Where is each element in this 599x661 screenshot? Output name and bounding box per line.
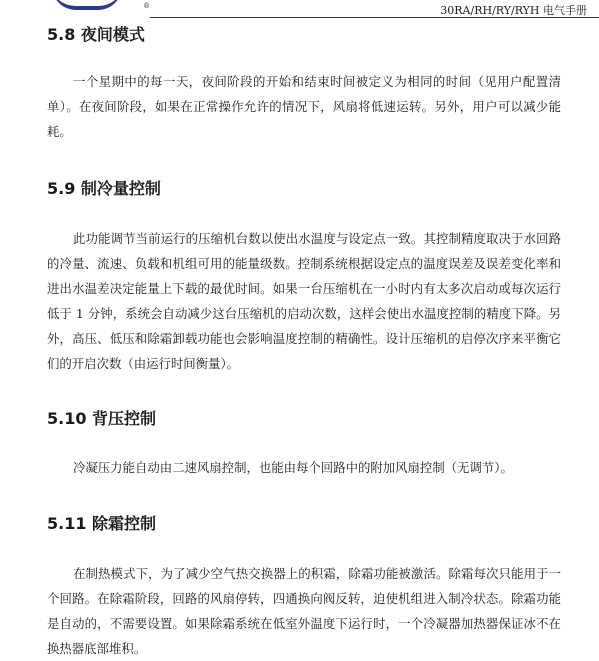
section-body-capacity-control: 此功能调节当前运行的压缩机台数以使出水温度与设定点一致。其控制精度取决于水回路的冷量、流速、负载和机组可用的能量级数。控制系统根据设定点的温度误差及误差变化率和进出水温差决定能量上下载的最优时间。如果一台压缩机在一小时内有太多次启动或每次运行低于 1 分钟，系统会自动减少这台压缩机的启动次数，这样会使出水温度控制的精度下降。另外，高压、低压和除霜卸载功能也会影响温度控制的精确性。设计压缩机的启停次序来平衡它们的开启次数（由运行时间衡量）。 bbox=[47, 231, 561, 371]
section-title-head-pressure-control: 5.10 背压控制 bbox=[47, 409, 157, 428]
page-header bbox=[0, 0, 599, 22]
brand-logo-fragment bbox=[52, 0, 122, 10]
section-title-capacity-control: 5.9 制冷量控制 bbox=[47, 179, 161, 198]
section-body-night-mode: 一个星期中的每一天，夜间阶段的开始和结束时间被定义为相同的时间（见用户配置清单）。在夜间阶段，如果在正常操作允许的情况下，风扇将低速运转。另外，用户可以减少能耗。 bbox=[47, 74, 561, 139]
section-title-defrost-control: 5.11 除霜控制 bbox=[47, 514, 157, 533]
document-title: 30RA/RH/RY/RYH 电气手册 bbox=[440, 4, 587, 17]
section-body-head-pressure-control: 冷凝压力能自动由二速风扇控制，也能由每个回路中的附加风扇控制（无调节）。 bbox=[73, 460, 513, 475]
section-body-defrost-control: 在制热模式下，为了减少空气热交换器上的积霜，除霜功能被激活。除霜每次只能用于一个回路。在除霜阶段，回路的风扇停转，四通换向阀反转，迫使机组进入制冷状态。除霜功能是自动的，不需要设置。如果除霜系统在低室外温度下运行时，一个冷凝器加热器保证冰不在换热器底部堆积。 bbox=[47, 566, 561, 656]
header-divider bbox=[150, 17, 599, 18]
registered-mark: ® bbox=[143, 2, 150, 10]
section-title-night-mode: 5.8 夜间模式 bbox=[47, 25, 145, 44]
